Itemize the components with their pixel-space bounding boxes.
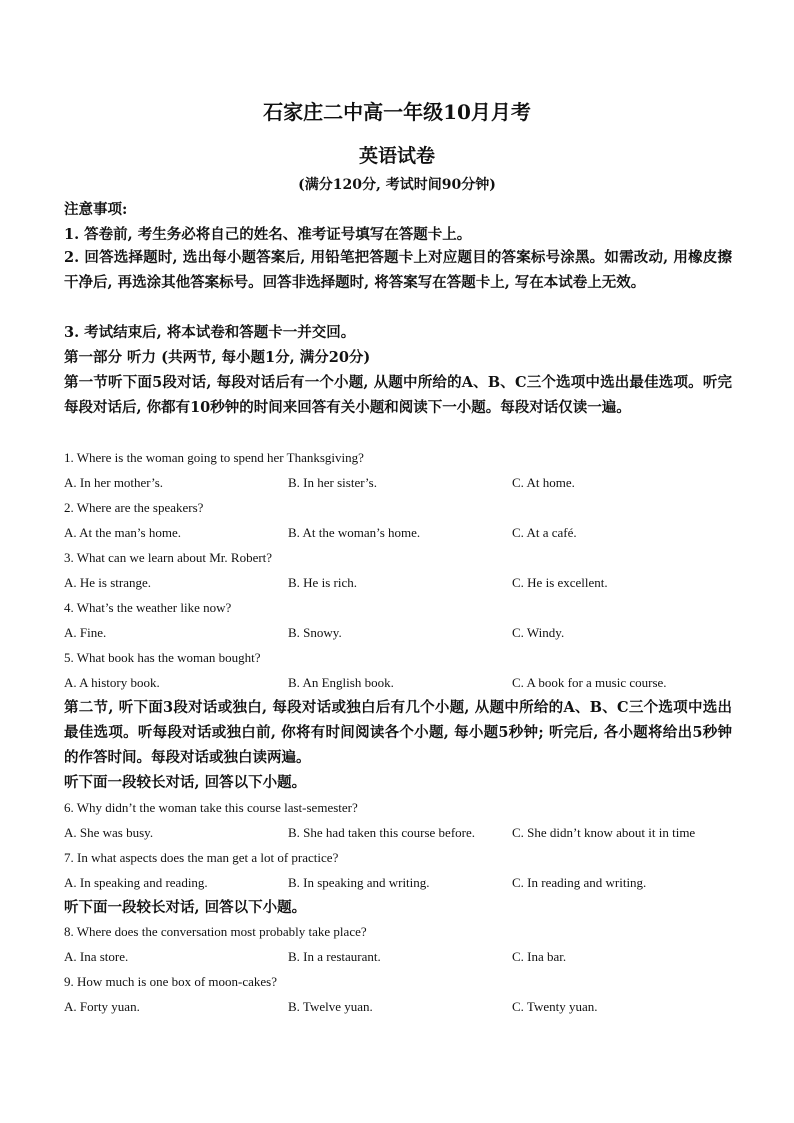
q9-option-c: C. Twenty yuan.	[512, 999, 598, 1014]
q6-option-b: B. She had taken this course before.	[288, 825, 476, 840]
notes-heading: 注意事项:	[64, 201, 128, 218]
long-dialogue-note-1: 听下面一段较长对话, 回答以下小题。	[64, 774, 307, 791]
question-4: 4. What’s the weather like now?	[64, 600, 232, 615]
q4-option-c: C. Windy.	[512, 625, 565, 640]
q1-option-a: A. In her mother’s.	[64, 475, 164, 490]
q3-option-b: B. He is rich.	[288, 575, 357, 590]
question-1: 1. Where is the woman going to spend her Thanksgiving?	[64, 450, 364, 465]
q3-option-c: C. He is excellent.	[512, 575, 608, 590]
part1-heading: 第一部分 听力 (共两节, 每小题1分, 满分20分)	[64, 349, 371, 366]
note-item-3: 3. 考试结束后, 将本试卷和答题卡一并交回。	[64, 324, 356, 341]
question-3: 3. What can we learn about Mr. Robert?	[64, 550, 273, 565]
q7-option-c: C. In reading and writing.	[512, 875, 647, 890]
q1-option-b: B. In her sister’s.	[288, 475, 377, 490]
q3-option-a: A. He is strange.	[64, 575, 152, 590]
q9-option-a: A. Forty yuan.	[64, 999, 140, 1014]
q1-option-c: C. At home.	[512, 475, 575, 490]
question-5: 5. What book has the woman bought?	[64, 650, 261, 665]
question-9: 9. How much is one box of moon-cakes?	[64, 974, 278, 989]
q2-option-b: B. At the woman’s home.	[288, 525, 421, 540]
q8-option-c: C. Ina bar.	[512, 949, 567, 964]
q5-option-c: C. A book for a music course.	[512, 675, 667, 690]
exam-title: 石家庄二中高一年级10月月考	[263, 100, 531, 124]
exam-meta: (满分120分, 考试时间90分钟)	[298, 177, 496, 193]
q7-option-a: A. In speaking and reading.	[64, 875, 208, 890]
question-2: 2. Where are the speakers?	[64, 500, 204, 515]
section2-intro: 第二节, 听下面3段对话或独白, 每段对话或独白后有几个小题, 从题中所给的A、B、C三个选项中选出最佳选项。听每段对话或独白前, 你将有时间阅读各个小题, 每小题5秒钟; 听完后, 各小题将给出5秒钟的作答时间。每段对话或独白读两遍。	[64, 699, 732, 766]
note-item-1: 1. 答卷前, 考生务必将自己的姓名、准考证号填写在答题卡上。	[64, 226, 472, 243]
q9-option-b: B. Twelve yuan.	[288, 999, 373, 1014]
q2-option-a: A. At the man’s home.	[64, 525, 181, 540]
q4-option-a: A. Fine.	[64, 625, 107, 640]
q4-option-b: B. Snowy.	[288, 625, 342, 640]
q8-option-a: A. Ina store.	[64, 949, 129, 964]
question-6: 6. Why didn’t the woman take this course last-semester?	[64, 800, 358, 815]
q8-option-b: B. In a restaurant.	[288, 949, 381, 964]
section1-intro: 第一节听下面5段对话, 每段对话后有一个小题, 从题中所给的A、B、C三个选项中选出最佳选项。听完每段对话后, 你都有10秒钟的时间来回答有关小题和阅读下一小题。每段对话仅读一遍。	[64, 374, 732, 416]
q7-option-b: B. In speaking and writing.	[288, 875, 430, 890]
long-dialogue-note-2: 听下面一段较长对话, 回答以下小题。	[64, 899, 307, 916]
q5-option-a: A. A history book.	[64, 675, 160, 690]
question-8: 8. Where does the conversation most probably take place?	[64, 924, 367, 939]
q5-option-b: B. An English book.	[288, 675, 394, 690]
q6-option-c: C. She didn’t know about it in time	[512, 825, 696, 840]
q6-option-a: A. She was busy.	[64, 825, 154, 840]
q2-option-c: C. At a café.	[512, 525, 577, 540]
exam-subtitle: 英语试卷	[358, 145, 435, 167]
question-7: 7. In what aspects does the man get a lot of practice?	[64, 850, 339, 865]
note-item-2: 2. 回答选择题时, 选出每小题答案后, 用铅笔把答题卡上对应题目的答案标号涂黑。如需改动, 用橡皮擦干净后, 再选涂其他答案标号。回答非选择题时, 将答案写在答题卡上, 写在本试卷上无效。	[64, 249, 732, 291]
